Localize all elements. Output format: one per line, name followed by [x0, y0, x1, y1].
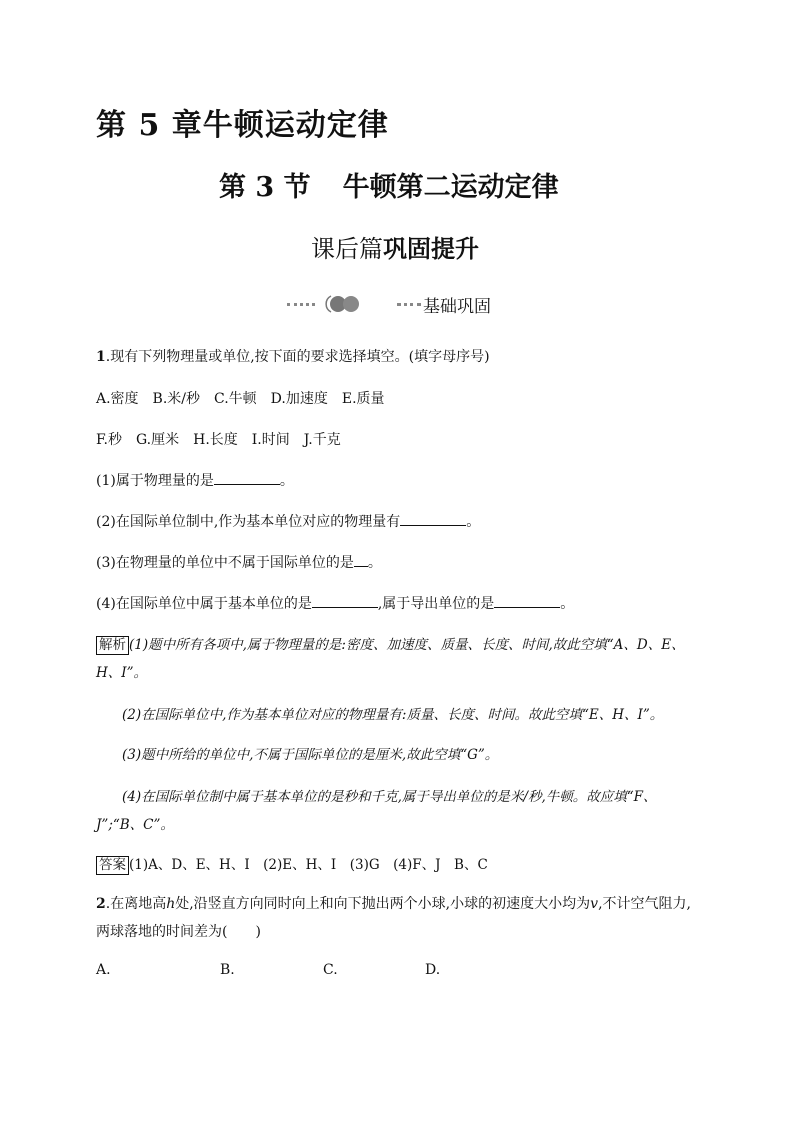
- question-1-options-line2: F.秒 G.厘米 H.长度 I.时间 J.千克: [96, 432, 341, 448]
- question-1-part4: [96, 593, 574, 613]
- dotted-line-right: [397, 303, 421, 306]
- answer-line: [96, 853, 488, 875]
- question-1-part3: [96, 552, 382, 572]
- answer-blank: [400, 513, 466, 526]
- question-number: 1: [96, 349, 106, 365]
- solution-tag: 解析: [96, 636, 129, 655]
- subtitle: [311, 229, 479, 264]
- answer-text: (1)A、D、E、H、I (2)E、H、I (3)G (4)F、J B、C: [129, 857, 488, 873]
- dotted-line-left: [287, 303, 315, 306]
- part-end: 。: [367, 555, 382, 571]
- solution-line3: (3)题中所给的单位中,不属于国际单位的是厘米,故此空填“G”。: [122, 747, 499, 763]
- question-text: ,不计空气阻力,: [598, 896, 691, 912]
- variable-v: v: [590, 896, 599, 912]
- solution-line1: [96, 633, 685, 655]
- answer-tag: 答案: [96, 856, 129, 875]
- solution-line2: (2)在国际单位中,作为基本单位对应的物理量有:质量、长度、时间。故此空填“E、H、I”。: [122, 707, 664, 723]
- section-title: [219, 165, 559, 204]
- solution-line1b: H、I”。: [96, 665, 148, 681]
- subtitle-bold: 巩固提升: [383, 234, 479, 263]
- variable-h: h: [166, 896, 176, 912]
- part-text: (4)在国际单位中属于基本单位的是: [96, 596, 312, 612]
- chapter-title: 第 5 章牛顿运动定律: [96, 108, 389, 143]
- solution-line4: (4)在国际单位制中属于基本单位的是秒和千克,属于导出单位的是米/秒,牛顿。故应填“F、: [122, 789, 657, 805]
- question-text: .在离地高: [105, 896, 167, 912]
- question-1-stem: [96, 346, 490, 366]
- part-text: ,属于导出单位的是: [377, 596, 495, 612]
- solution-line4b: J”;“B、C”。: [96, 817, 174, 833]
- part-end: 。: [466, 514, 481, 530]
- question-number: 2: [96, 896, 106, 912]
- option-a[interactable]: A.: [96, 962, 111, 978]
- divider-label: 基础巩固: [423, 296, 491, 317]
- option-d[interactable]: D.: [425, 962, 441, 978]
- question-2-stem-line2: 两球落地的时间差为( ): [96, 924, 261, 940]
- section-number: 第 3 节: [219, 172, 311, 203]
- answer-blank: [214, 472, 280, 485]
- double-circle-icon: [323, 293, 363, 315]
- subtitle-plain: 课后篇: [311, 235, 383, 263]
- question-1-options-line1: A.密度 B.米/秒 C.牛顿 D.加速度 E.质量: [96, 391, 385, 407]
- answer-blank: [494, 595, 560, 608]
- answer-blank: [354, 554, 368, 567]
- part-end: 。: [560, 596, 575, 612]
- part-end: 。: [279, 473, 294, 489]
- question-2-stem: [96, 893, 691, 913]
- question-text: .现有下列物理量或单位,按下面的要求选择填空。(填字母序号): [105, 349, 490, 365]
- option-c[interactable]: C.: [323, 962, 338, 978]
- question-1-part1: [96, 470, 294, 490]
- solution-text: (1)题中所有各项中,属于物理量的是:密度、加速度、质量、长度、时间,故此空填“A、D、E、: [129, 637, 685, 653]
- part-text: (1)属于物理量的是: [96, 473, 214, 489]
- part-text: (3)在物理量的单位中不属于国际单位的是: [96, 555, 354, 571]
- section-name: 牛顿第二运动定律: [342, 172, 559, 203]
- option-b[interactable]: B.: [220, 962, 235, 978]
- section-divider: [287, 292, 491, 316]
- question-text: 处,沿竖直方向同时向上和向下抛出两个小球,小球的初速度大小均为: [175, 896, 591, 912]
- part-text: (2)在国际单位制中,作为基本单位对应的物理量有: [96, 514, 401, 530]
- answer-blank: [312, 595, 378, 608]
- question-1-part2: [96, 511, 480, 531]
